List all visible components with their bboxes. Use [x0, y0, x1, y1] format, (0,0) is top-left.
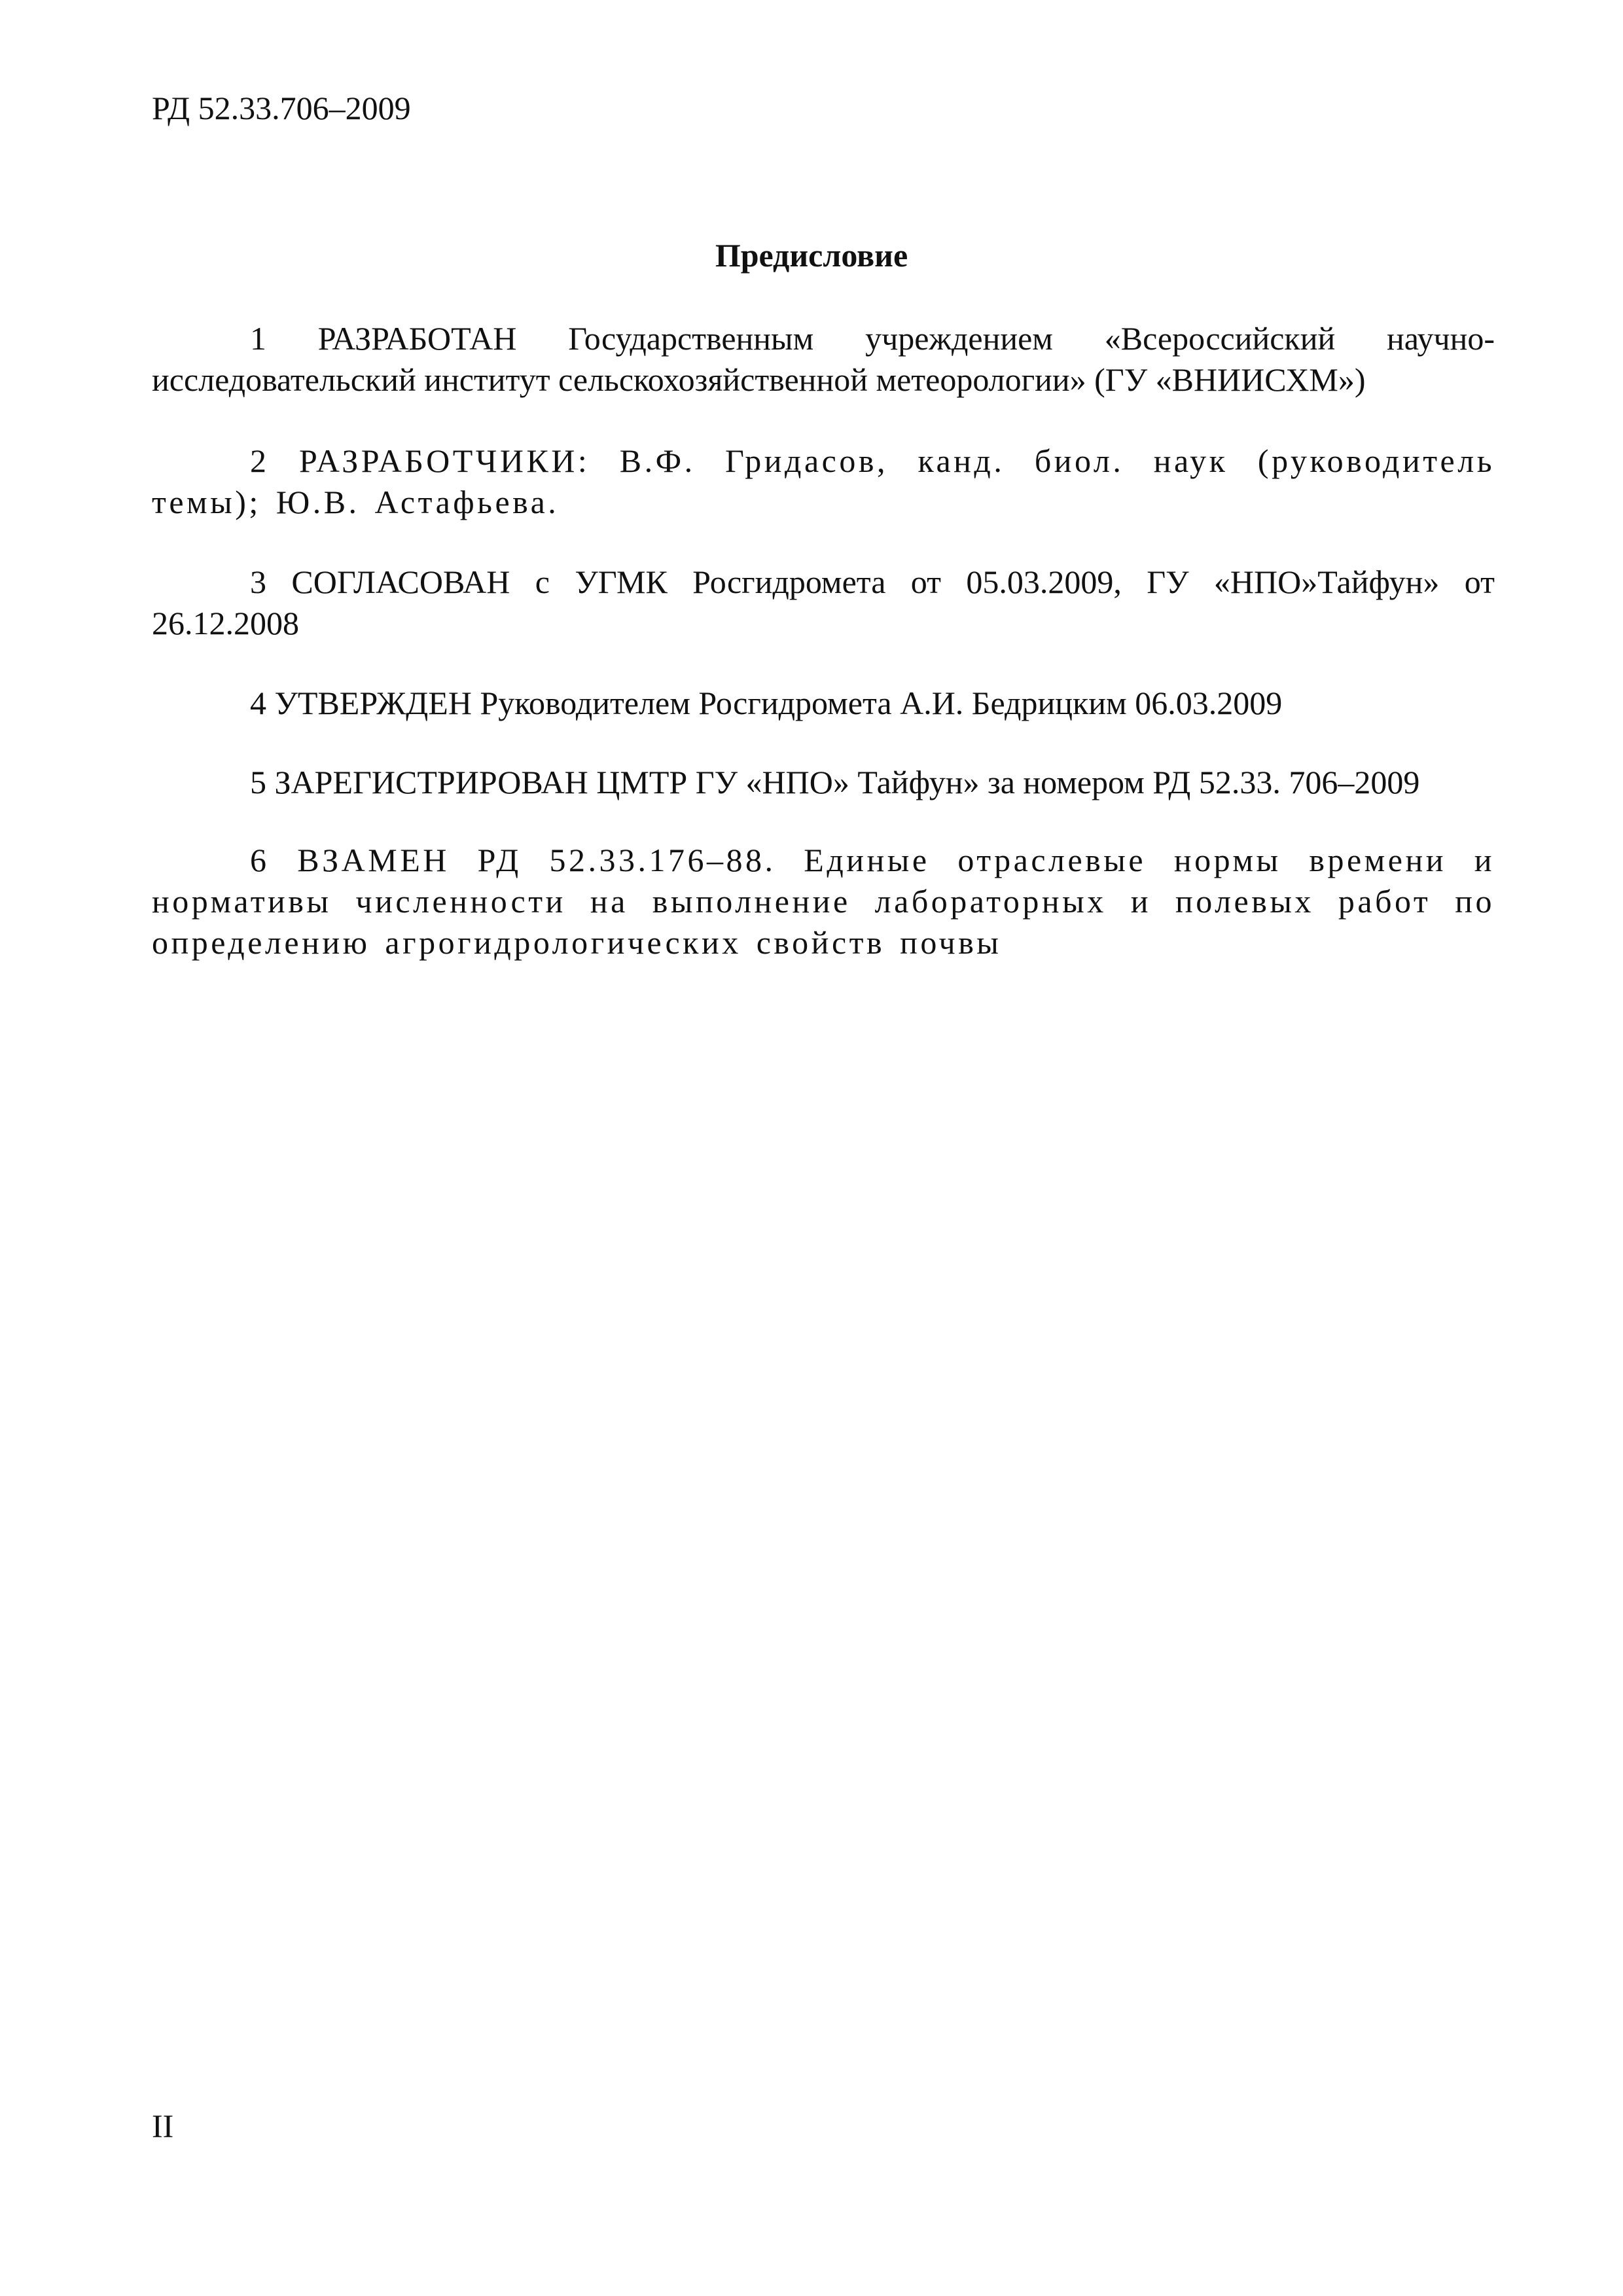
- document-code: РД 52.33.706–2009: [152, 90, 411, 126]
- page-title: Предисловие: [715, 237, 908, 274]
- page-number: II: [152, 2108, 174, 2144]
- paragraph-approved: 4 УТВЕРЖДЕН Руководителем Росгидромета А.И. Бедрицким 06.03.2009: [250, 685, 1283, 721]
- paragraph-developers: 2 РАЗРАБОТЧИКИ: В.Ф. Гридасов, канд. биол. наук (руководитель темы); Ю.В. Астафьева.: [152, 442, 1495, 520]
- paragraph-developed-by: 1 РАЗРАБОТАН Государственным учреждением «Всероссийский научно-исследовательский институт сельскохозяйственной метеорологии» (ГУ «ВНИИСХМ»): [152, 320, 1495, 398]
- paragraph-replaces: 6 ВЗАМЕН РД 52.33.176–88. Единые отраслевые нормы времени и нормативы численности на выполнение лабораторных и полевых работ по определению агрогидрологических свойств почвы: [152, 842, 1495, 961]
- paragraph-agreed: 3 СОГЛАСОВАН с УГМК Росгидромета от 05.03.2009, ГУ «НПО»Тайфун» от 26.12.2008: [152, 564, 1495, 641]
- paragraph-registered: 5 ЗАРЕГИСТРИРОВАН ЦМТР ГУ «НПО» Тайфун» за номером РД 52.33. 706–2009: [250, 764, 1420, 800]
